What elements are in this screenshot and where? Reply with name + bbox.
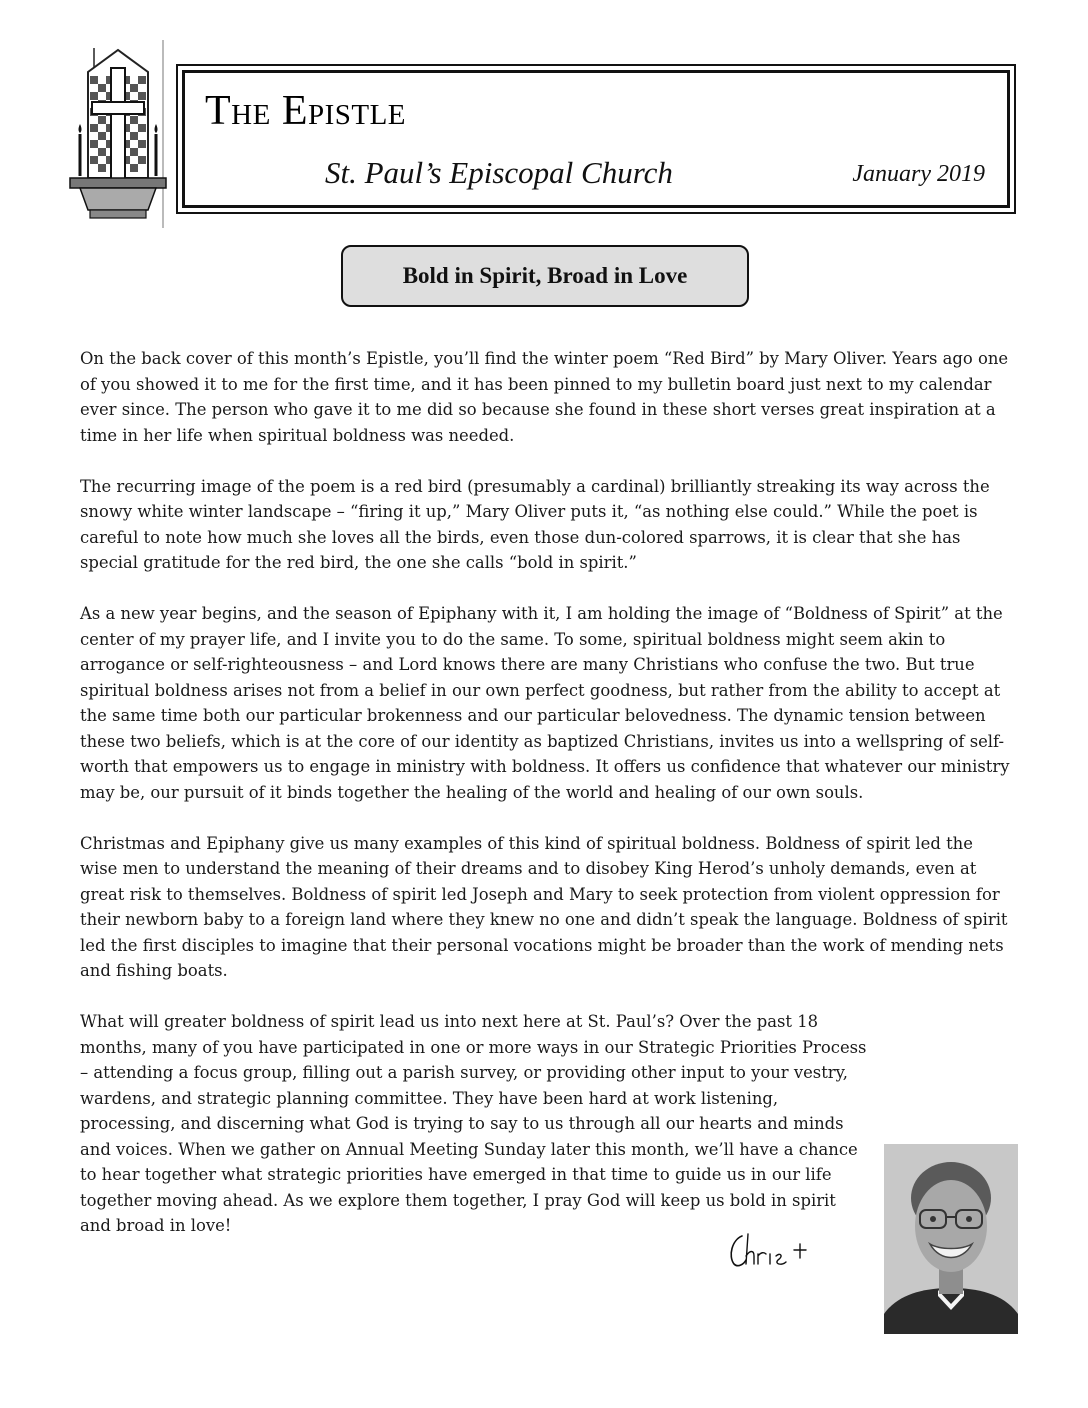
issue-date: January 2019 [852, 161, 985, 187]
church-logo [66, 38, 170, 228]
rector-portrait-photo [884, 1144, 1018, 1334]
church-window-cross-icon [66, 38, 170, 228]
masthead [176, 64, 1016, 214]
article-paragraph: What will greater boldness of spirit lead us into next here at St. Paul’s? Over the past 18 months, many of you have participated in one or more ways in our Strategic Priorities Process – attending a focus group, filling out a parish survey, or providing other input to your vestry, wardens, and strategic planning committee. They have been hard at work listening, processing, and discerning what God is trying to say to us through all our hearts and minds and voices. When we gather on Annual Meeting Sunday later this month, we’ll have a chance to hear together what strategic priorities have emerged in that time to guide us in our life together moving ahead. As we explore them together, I pray God will keep us bold in spirit and broad in love! [80, 1012, 867, 1235]
article-paragraph: Christmas and Epiphany give us many examples of this kind of spiritual boldness. Boldness of spirit led the wise men to understand the meaning of their dreams and to disobey King Herod’s unholy demands, even at great risk to themselves. Boldness of spirit led Joseph and Mary to seek protection from violent oppression for their newborn baby to a foreign land where they knew no one and didn’t speak the language. Boldness of spirit led the first disciples to imagine that their personal vocations might be broader than the work of mending nets and fishing boats. [80, 833, 1008, 980]
article-headline: Bold in Spirit, Broad in Love [402, 263, 688, 288]
handwritten-signature-icon [724, 1226, 824, 1274]
church-name: St. Paul’s Episcopal Church [325, 155, 673, 190]
masthead-inner-border [182, 70, 1010, 208]
signature [724, 1226, 824, 1274]
article-paragraph: The recurring image of the poem is a red bird (presumably a cardinal) brilliantly streaking its way across the snowy white winter landscape – “firing it up,” Mary Oliver puts it, “as nothing else could.” While the poet is careful to note how much she loves all the birds, even those dun-colored sparrows, it is clear that she has special gratitude for the red bird, the one she calls “bold in spirit.” [80, 476, 990, 572]
article-paragraph: As a new year begins, and the season of Epiphany with it, I am holding the image of “Boldness of Spirit” at the center of my prayer life, and I invite you to do the same. To some, spiritual boldness might seem akin to arrogance or self-righteousness – and Lord knows there are many Christians who confuse the two. But true spiritual boldness arises not from a belief in our own perfect goodness, but rather from the ability to accept at the same time both our particular brokenness and our particular belovedness. The dynamic tension between these two beliefs, which is at the core of our identity as baptized Christians, invites us into a wellspring of self-worth that empowers us to engage in ministry with boldness. It offers us confidence that whatever our ministry may be, our pursuit of it binds together the healing of the world and healing of our own souls. [80, 604, 1010, 802]
newsletter-title: The Epistle [205, 88, 407, 134]
headline-box [341, 245, 749, 307]
article-paragraph: On the back cover of this month’s Epistle, you’ll find the winter poem “Red Bird” by Mary Oliver. Years ago one of you showed it to me for the first time, and it has been pinned to my bulletin board just next to my calendar ever since. The person who gave it to me did so because she found in these short verses great inspiration at a time in her life when spiritual boldness was needed. [80, 349, 1009, 445]
article-body [80, 346, 1012, 1239]
